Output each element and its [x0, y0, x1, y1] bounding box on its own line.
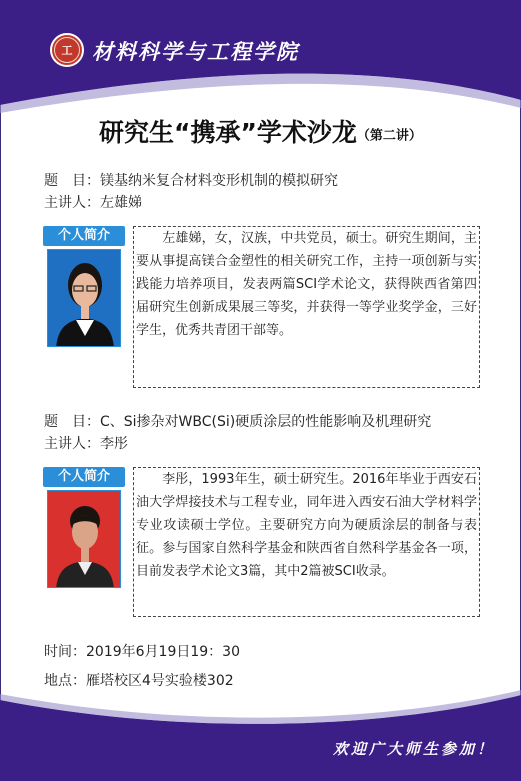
talk1-speaker-photo: [47, 249, 121, 347]
poster-title: [0, 113, 521, 149]
talk2-profile-tag: 个人简介: [43, 467, 125, 487]
talk2-speaker-photo: [47, 490, 121, 588]
event-time: 时间：2019年6月19日19：30: [44, 644, 240, 660]
talk2-bio: 李彤，1993年生，硕士研究生。2016年毕业于西安石油大学焊接技术与工程专业，同年进入西安石油大学材料学专业攻读硕士学位。主要研究方向为硬质涂层的制备与表征。参与国家自然科学基金和陕西省自然科学基金各一项，目前发表学术论文3篇，其中2篇被SCI收录。: [133, 467, 480, 617]
logo-emblem: 工: [54, 37, 80, 63]
welcome-slogan: 欢迎广大师生参加！: [332, 740, 495, 758]
school-name: 材料科学与工程学院: [92, 39, 299, 64]
event-place: 地点：雁塔校区4号实验楼302: [44, 673, 234, 689]
talk1-bio: 左雄娣，女，汉族，中共党员，硕士。研究生期间，主要从事提高镁合金塑性的相关研究工作，主持一项创新与实践能力培养项目，发表两篇SCI学术论文，获得陕西省第四届研究生创新成果展三等奖，并获得一等学业奖学金，三好学生，优秀共青团干部等。: [133, 226, 480, 388]
school-logo: [50, 33, 84, 67]
footer-wave-band: [0, 690, 521, 781]
talk2-speaker: 主讲人：李彤: [44, 436, 128, 452]
title-lecture-number: （第二讲）: [356, 128, 422, 144]
title-main: 研究生“携承”学术沙龙: [99, 118, 357, 147]
talk1-speaker: 主讲人：左雄娣: [44, 195, 142, 211]
talk2-topic: 题 目：C、Si掺杂对WBC(Si)硬质涂层的性能影响及机理研究: [44, 414, 432, 430]
talk1-profile-tag: 个人简介: [43, 226, 125, 246]
talk1-topic: 题 目：镁基纳米复合材料变形机制的模拟研究: [44, 173, 338, 189]
